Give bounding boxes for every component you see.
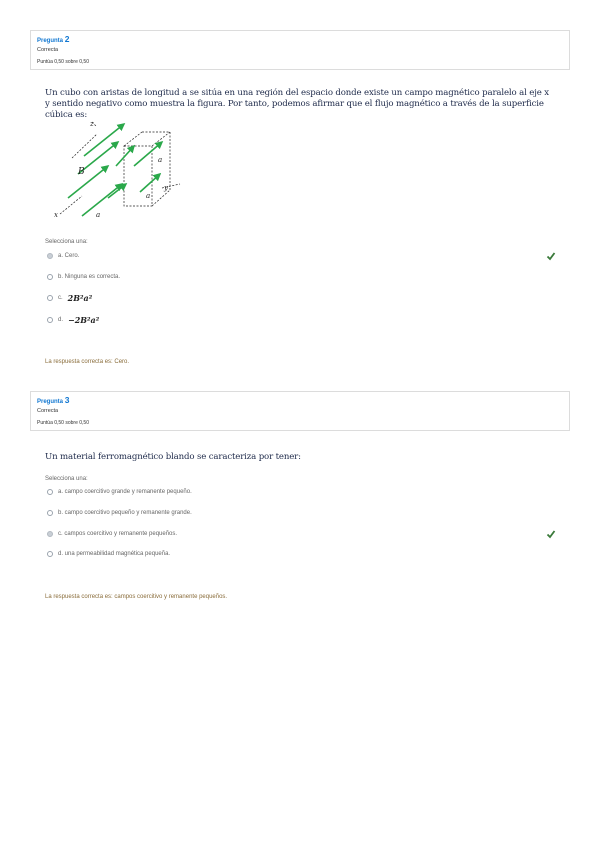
check-icon bbox=[546, 529, 556, 539]
answer-option-b[interactable] bbox=[47, 510, 192, 516]
question-number bbox=[37, 396, 563, 407]
field-arrow bbox=[116, 146, 134, 166]
question-state: Correcta bbox=[37, 47, 59, 53]
question-number-value: 3 bbox=[64, 395, 70, 405]
radio-button[interactable] bbox=[47, 551, 53, 557]
option-label: c. bbox=[58, 295, 63, 301]
question-info-2 bbox=[30, 30, 570, 70]
question-info-3 bbox=[30, 391, 570, 431]
edge-label-a-side: a bbox=[158, 156, 163, 164]
answer-option-b[interactable] bbox=[47, 274, 120, 280]
option-label: d. una permeabilidad magnética pequeña. bbox=[58, 551, 171, 557]
answer-option-a[interactable] bbox=[47, 489, 192, 495]
answer-option-d[interactable] bbox=[47, 551, 170, 557]
option-math: 2B²a² bbox=[67, 293, 93, 303]
edge-label-a-bottom: a bbox=[96, 211, 101, 219]
option-label: b. campo coercitivo pequeño y remanente grande. bbox=[58, 510, 192, 516]
radio-button[interactable] bbox=[47, 489, 53, 495]
answer-option-d[interactable] bbox=[47, 315, 99, 325]
axis-label-z: z bbox=[90, 120, 94, 128]
option-label: b. Ninguna es correcta. bbox=[58, 274, 121, 280]
option-label: c. campos coercitivo y remanente pequeños. bbox=[58, 531, 178, 537]
right-answer: La respuesta correcta es: campos coercitivo y remanente pequeños. bbox=[45, 594, 228, 600]
radio-button[interactable] bbox=[47, 317, 53, 323]
answer-prompt: Selecciona una: bbox=[45, 239, 88, 245]
radio-button[interactable] bbox=[47, 510, 53, 516]
question-grade: Puntúa 0,50 sobre 0,50 bbox=[37, 420, 89, 426]
field-arrow bbox=[108, 184, 126, 198]
question-text: Un cubo con aristas de longitud a se sitúa en una región del espacio donde existe un campo magnético paralelo al eje x y sentido negativo como muestra la figura. Por tanto, podemos afirmar que el flujo magnético a través de la superficie cúbica es: bbox=[45, 88, 549, 120]
question-text: Un material ferromagnético blando se caracteriza por tener: bbox=[45, 452, 301, 462]
field-label-b: B bbox=[78, 167, 85, 177]
field-arrow bbox=[68, 166, 108, 198]
option-label: a. Cero. bbox=[58, 253, 80, 259]
field-arrow bbox=[140, 174, 160, 192]
option-label: a. campo coercitivo grande y remanente pequeño. bbox=[58, 489, 192, 495]
answer-prompt: Selecciona una: bbox=[45, 476, 88, 482]
radio-button[interactable] bbox=[47, 531, 53, 537]
question-state: Correcta bbox=[37, 408, 59, 414]
check-icon bbox=[546, 251, 556, 261]
radio-button[interactable] bbox=[47, 274, 53, 280]
question-number-value: 2 bbox=[64, 34, 70, 44]
answer-option-a[interactable] bbox=[47, 253, 79, 259]
radio-button[interactable] bbox=[47, 253, 53, 259]
radio-button[interactable] bbox=[47, 295, 53, 301]
question-label: Pregunta bbox=[37, 38, 64, 44]
answer-option-c[interactable] bbox=[47, 293, 92, 303]
right-answer: La respuesta correcta es: Cero. bbox=[45, 359, 130, 365]
edge-label-a-depth: a bbox=[146, 192, 151, 200]
cube-field-figure bbox=[52, 118, 192, 220]
option-label: d. bbox=[58, 317, 64, 323]
question-number bbox=[37, 35, 563, 46]
axis-label-y: y bbox=[164, 184, 168, 192]
field-arrow bbox=[82, 184, 122, 216]
question-grade: Puntúa 0,50 sobre 0,50 bbox=[37, 59, 89, 65]
question-label: Pregunta bbox=[37, 399, 64, 405]
axis-label-x: x bbox=[54, 211, 58, 219]
answer-option-c[interactable] bbox=[47, 531, 177, 537]
option-math: −2B²a² bbox=[68, 315, 100, 325]
field-arrow bbox=[84, 124, 124, 156]
